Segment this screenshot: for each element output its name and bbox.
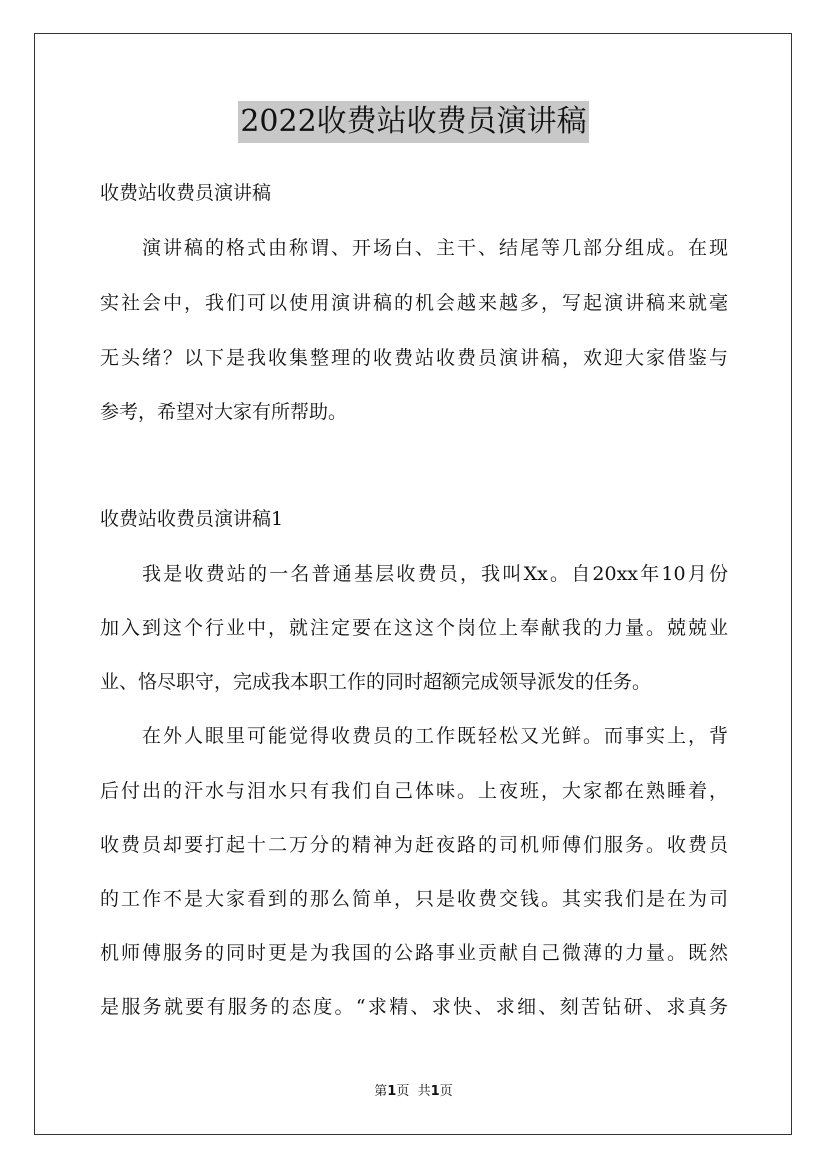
section-heading: 收费站收费员演讲稿1 (100, 508, 284, 530)
page-suffix: 页 (396, 1084, 410, 1099)
paragraph-line: 业、恪尽职守，完成我本职工作的同时超额完成领导派发的任务。 (100, 671, 652, 693)
title-area (0, 101, 827, 143)
paragraph-line: 收费员却要打起十二万分的精神为赶夜路的司机师傅们服务。收费员 (100, 834, 728, 856)
page-footer (0, 1083, 827, 1101)
paragraph-line: 的工作不是大家看到的那么简单，只是收费交钱。其实我们是在为司 (100, 888, 728, 910)
paragraph-line: 是服务就要有服务的态度。“求精、求快、求细、刻苦钻研、求真务 (100, 996, 728, 1018)
paragraph-line: 加入到这个行业中，就注定要在这这个岗位上奉献我的力量。兢兢业 (100, 617, 728, 639)
paragraph-line: 在外人眼里可能觉得收费员的工作既轻松又光鲜。而事实上，背 (142, 725, 728, 747)
intro-line: 实社会中，我们可以使用演讲稿的机会越来越多，写起演讲稿来就毫 (100, 292, 728, 314)
intro-line: 参考，希望对大家有所帮助。 (100, 401, 348, 423)
document-subtitle: 收费站收费员演讲稿 (100, 182, 272, 204)
current-page-number: 1 (387, 1084, 397, 1099)
total-suffix: 页 (439, 1084, 453, 1099)
page-prefix: 第 (374, 1084, 388, 1099)
paragraph-line: 机师傅服务的同时更是为我国的公路事业贡献自己微薄的力量。既然 (100, 942, 728, 964)
total-prefix: 共 (417, 1084, 431, 1099)
document-title: 2022收费站收费员演讲稿 (238, 101, 588, 143)
intro-line: 无头绪？以下是我收集整理的收费站收费员演讲稿，欢迎大家借鉴与 (100, 347, 728, 369)
intro-line: 演讲稿的格式由称谓、开场白、主干、结尾等几部分组成。在现 (142, 237, 728, 259)
total-page-number: 1 (430, 1084, 440, 1099)
paragraph-line: 后付出的汗水与泪水只有我们自己体味。上夜班，大家都在熟睡着， (100, 780, 728, 802)
paragraph-line: 我是收费站的一名普通基层收费员，我叫Xx。自20xx年10月份 (142, 563, 728, 585)
